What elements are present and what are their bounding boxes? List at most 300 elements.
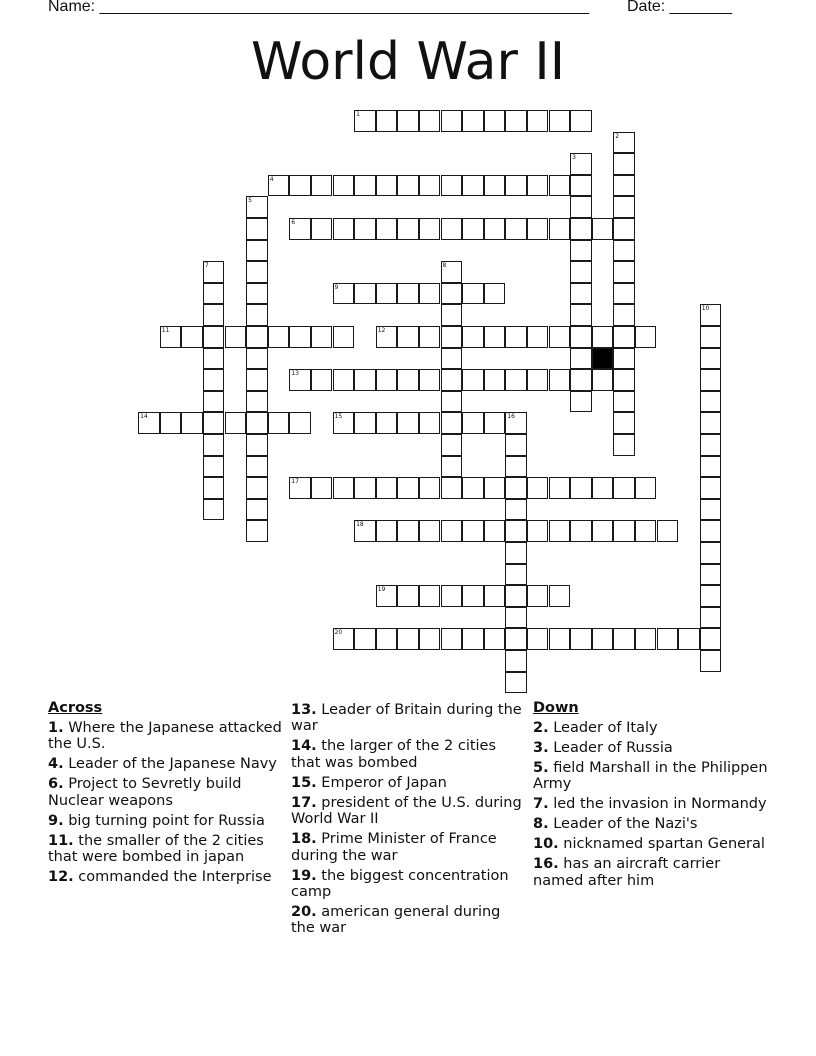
grid-cell[interactable]	[397, 412, 419, 434]
grid-cell[interactable]	[160, 412, 182, 434]
grid-cell[interactable]	[484, 628, 506, 650]
grid-cell[interactable]	[505, 477, 527, 499]
clue-number: 13	[291, 370, 299, 378]
grid-cell[interactable]	[613, 261, 635, 283]
grid-cell[interactable]	[441, 218, 463, 240]
grid-cell[interactable]	[333, 412, 355, 434]
grid-cell[interactable]	[246, 283, 268, 305]
grid-cell[interactable]	[397, 520, 419, 542]
grid-cell[interactable]	[549, 369, 571, 391]
grid-cell[interactable]	[246, 348, 268, 370]
grid-cell[interactable]	[441, 304, 463, 326]
grid-cell[interactable]	[462, 283, 484, 305]
grid-cell[interactable]	[462, 520, 484, 542]
grid-cell[interactable]	[484, 477, 506, 499]
grid-cell[interactable]	[311, 369, 333, 391]
clue-number: 18	[356, 521, 364, 529]
clue-number: 11	[161, 327, 170, 334]
grid-cell[interactable]	[700, 304, 722, 326]
grid-cell[interactable]	[505, 585, 527, 607]
grid-cell[interactable]	[419, 628, 441, 650]
clue-text: Where the Japanese attacked the U.S.	[48, 719, 282, 753]
grid-cell[interactable]	[505, 672, 527, 694]
grid-cell[interactable]	[246, 499, 268, 521]
clue-text: Leader of Russia	[548, 739, 673, 756]
grid-cell[interactable]	[505, 218, 527, 240]
grid-cell[interactable]	[246, 196, 268, 218]
grid-cell[interactable]	[333, 218, 355, 240]
clue-text: american general during the war	[291, 904, 501, 937]
grid-cell[interactable]	[570, 175, 592, 197]
across-clues-continued	[291, 702, 527, 940]
grid-cell[interactable]	[570, 283, 592, 305]
grid-cell[interactable]	[203, 369, 225, 391]
grid-cell[interactable]	[246, 434, 268, 456]
grid-cell[interactable]	[505, 607, 527, 629]
clue-item	[291, 868, 527, 901]
grid-cell[interactable]	[462, 110, 484, 132]
grid-cell[interactable]	[160, 326, 182, 348]
clue-number: 19.	[291, 867, 317, 884]
grid-cell[interactable]	[246, 369, 268, 391]
grid-cell[interactable]	[397, 326, 419, 348]
grid-cell[interactable]	[397, 477, 419, 499]
clue-number: 7.	[533, 796, 549, 813]
grid-cell[interactable]	[505, 542, 527, 564]
grid-cell[interactable]	[354, 283, 376, 305]
grid-cell[interactable]	[462, 477, 484, 499]
grid-cell[interactable]	[203, 261, 225, 283]
grid-cell[interactable]	[505, 564, 527, 586]
grid-cell[interactable]	[419, 412, 441, 434]
grid-cell[interactable]	[354, 175, 376, 197]
grid-cell[interactable]	[354, 520, 376, 542]
grid-cell[interactable]	[376, 412, 398, 434]
grid-cell[interactable]	[700, 412, 722, 434]
grid-cell[interactable]	[570, 110, 592, 132]
grid-cell[interactable]	[613, 348, 635, 370]
clue-item	[48, 813, 284, 829]
grid-cell[interactable]	[505, 369, 527, 391]
grid-cell[interactable]	[570, 196, 592, 218]
grid-cell[interactable]	[505, 434, 527, 456]
grid-cell[interactable]	[484, 369, 506, 391]
grid-cell[interactable]	[678, 628, 700, 650]
grid-cell[interactable]	[570, 520, 592, 542]
grid-cell[interactable]	[613, 520, 635, 542]
grid-cell[interactable]	[613, 477, 635, 499]
grid-cell[interactable]	[289, 326, 311, 348]
grid-cell[interactable]	[181, 326, 203, 348]
grid-cell[interactable]	[333, 283, 355, 305]
grid-cell[interactable]	[268, 412, 290, 434]
grid-cell[interactable]	[376, 369, 398, 391]
grid-cell[interactable]	[527, 326, 549, 348]
clue-number: 17	[291, 478, 299, 486]
date-label: Date: _______	[627, 0, 732, 15]
grid-cell[interactable]	[462, 628, 484, 650]
grid-cell[interactable]	[570, 261, 592, 283]
grid-cell[interactable]	[333, 628, 355, 650]
clue-number: 6.	[48, 776, 64, 793]
grid-cell[interactable]	[570, 218, 592, 240]
grid-cell[interactable]	[203, 304, 225, 326]
down-clues	[533, 700, 769, 893]
grid-cell[interactable]	[246, 412, 268, 434]
grid-cell[interactable]	[570, 326, 592, 348]
grid-cell[interactable]	[613, 283, 635, 305]
grid-cell[interactable]	[635, 628, 657, 650]
grid-cell[interactable]	[289, 477, 311, 499]
clue-number: 8.	[533, 816, 549, 833]
clue-number: 8	[442, 262, 447, 270]
clue-number: 11.	[48, 832, 74, 849]
clue-number: 20	[334, 629, 343, 637]
clue-item	[533, 836, 769, 852]
grid-cell[interactable]	[592, 628, 614, 650]
grid-cell[interactable]	[225, 326, 247, 348]
grid-cell[interactable]	[376, 326, 398, 348]
grid-cell[interactable]	[441, 175, 463, 197]
clue-number: 7	[204, 262, 209, 270]
grid-cell[interactable]	[441, 477, 463, 499]
grid-cell[interactable]	[441, 261, 463, 283]
grid-cell[interactable]	[419, 369, 441, 391]
grid-cell[interactable]	[592, 520, 614, 542]
grid-cell[interactable]	[484, 585, 506, 607]
clue-item	[48, 776, 284, 809]
grid-cell[interactable]	[635, 477, 657, 499]
grid-cell[interactable]	[700, 456, 722, 478]
grid-cell[interactable]	[311, 326, 333, 348]
grid-cell[interactable]	[441, 520, 463, 542]
clue-text: Leader of Britain during the war	[291, 702, 522, 735]
grid-cell[interactable]	[549, 218, 571, 240]
grid-cell[interactable]	[441, 412, 463, 434]
grid-cell[interactable]	[700, 391, 722, 413]
grid-cell[interactable]	[592, 326, 614, 348]
clue-number: 4.	[48, 756, 64, 773]
grid-cell[interactable]	[138, 412, 160, 434]
grid-cell[interactable]	[289, 412, 311, 434]
grid-cell[interactable]	[570, 369, 592, 391]
grid-cell[interactable]	[484, 326, 506, 348]
grid-cell[interactable]	[397, 283, 419, 305]
grid-cell[interactable]	[484, 412, 506, 434]
grid-cell[interactable]	[268, 175, 290, 197]
clue-number: 3.	[533, 739, 549, 756]
grid-cell[interactable]	[441, 326, 463, 348]
clue-number: 20.	[291, 904, 317, 921]
page-title: World War II	[250, 32, 566, 92]
clue-number: 9	[334, 283, 339, 291]
grid-cell[interactable]	[505, 628, 527, 650]
grid-cell[interactable]	[203, 499, 225, 521]
grid-cell[interactable]	[268, 326, 290, 348]
grid-cell[interactable]	[333, 477, 355, 499]
grid-cell[interactable]	[700, 650, 722, 672]
grid-cell[interactable]	[549, 520, 571, 542]
grid-cell[interactable]	[700, 499, 722, 521]
grid-cell[interactable]	[354, 369, 376, 391]
grid-cell[interactable]	[527, 218, 549, 240]
grid-cell[interactable]	[246, 456, 268, 478]
grid-cell[interactable]	[397, 175, 419, 197]
grid-cell[interactable]	[657, 520, 679, 542]
grid-cell[interactable]	[419, 218, 441, 240]
grid-cell[interactable]	[354, 110, 376, 132]
grid-cell[interactable]	[549, 175, 571, 197]
grid-cell[interactable]	[527, 628, 549, 650]
clue-text: the larger of the 2 cities that was bombed	[291, 738, 497, 771]
clue-number: 17.	[291, 794, 317, 811]
grid-cell[interactable]	[635, 326, 657, 348]
clue-item	[291, 702, 527, 735]
grid-cell[interactable]	[700, 434, 722, 456]
clue-text: the smaller of the 2 cities that were bombed in japan	[48, 832, 264, 866]
grid-cell[interactable]	[462, 175, 484, 197]
grid-cell[interactable]	[441, 456, 463, 478]
grid-cell[interactable]	[246, 391, 268, 413]
grid-cell[interactable]	[613, 412, 635, 434]
grid-cell[interactable]	[613, 434, 635, 456]
grid-cell[interactable]	[484, 175, 506, 197]
grid-cell[interactable]	[419, 326, 441, 348]
grid-cell[interactable]	[203, 434, 225, 456]
grid-cell[interactable]	[419, 175, 441, 197]
grid-cell[interactable]	[246, 520, 268, 542]
grid-cell[interactable]	[613, 196, 635, 218]
clue-number: 14.	[291, 738, 317, 755]
grid-cell[interactable]	[700, 477, 722, 499]
grid-cell[interactable]	[441, 283, 463, 305]
grid-cell[interactable]	[484, 218, 506, 240]
grid-cell[interactable]	[613, 218, 635, 240]
grid-cell[interactable]	[354, 412, 376, 434]
grid-cell[interactable]	[333, 326, 355, 348]
clue-text: Leader of the Japanese Navy	[63, 756, 277, 773]
clue-text: has an aircraft carrier named after him	[533, 856, 721, 889]
grid-cell[interactable]	[246, 304, 268, 326]
grid-cell[interactable]	[570, 153, 592, 175]
grid-cell[interactable]	[203, 477, 225, 499]
grid-cell[interactable]	[462, 218, 484, 240]
grid-cell[interactable]	[505, 456, 527, 478]
grid-cell[interactable]	[570, 391, 592, 413]
grid-cell[interactable]	[484, 520, 506, 542]
clue-text: Leader of the Nazi's	[548, 816, 698, 833]
grid-cell[interactable]	[527, 110, 549, 132]
grid-cell[interactable]	[397, 369, 419, 391]
grid-cell[interactable]	[289, 218, 311, 240]
grid-cell[interactable]	[441, 585, 463, 607]
clue-text: commanded the Interprise	[73, 869, 272, 886]
grid-cell[interactable]	[505, 412, 527, 434]
grid-cell[interactable]	[570, 240, 592, 262]
grid-cell[interactable]	[592, 218, 614, 240]
grid-cell[interactable]	[549, 110, 571, 132]
grid-cell[interactable]	[246, 326, 268, 348]
grid-cell[interactable]	[419, 585, 441, 607]
grid-cell[interactable]	[505, 499, 527, 521]
grid-cell[interactable]	[505, 175, 527, 197]
grid-cell[interactable]	[613, 153, 635, 175]
grid-cell[interactable]	[419, 477, 441, 499]
grid-cell[interactable]	[419, 110, 441, 132]
clue-item	[291, 831, 527, 864]
grid-cell[interactable]	[397, 628, 419, 650]
grid-cell[interactable]	[613, 369, 635, 391]
clue-number: 9.	[48, 812, 64, 829]
grid-cell[interactable]	[700, 542, 722, 564]
grid-cell[interactable]	[246, 218, 268, 240]
grid-cell[interactable]	[441, 391, 463, 413]
clue-number: 16	[507, 413, 515, 421]
name-line: _______________________________________________________	[99, 0, 589, 15]
grid-cell[interactable]	[570, 348, 592, 370]
clue-number: 5	[248, 197, 252, 205]
grid-cell[interactable]	[289, 175, 311, 197]
clue-item	[48, 756, 284, 772]
grid-cell[interactable]	[376, 175, 398, 197]
clue-item	[533, 796, 769, 812]
clue-item	[533, 760, 769, 793]
grid-cell[interactable]	[700, 348, 722, 370]
grid-cell[interactable]	[527, 369, 549, 391]
grid-cell[interactable]	[376, 520, 398, 542]
grid-cell[interactable]	[354, 628, 376, 650]
grid-cell[interactable]	[613, 304, 635, 326]
grid-cell[interactable]	[376, 218, 398, 240]
grid-cell[interactable]	[462, 326, 484, 348]
grid-cell[interactable]	[657, 628, 679, 650]
clue-number: 12	[377, 327, 386, 334]
grid-cell[interactable]	[700, 369, 722, 391]
grid-cell[interactable]	[333, 175, 355, 197]
grid-cell[interactable]	[441, 369, 463, 391]
clue-item	[291, 775, 527, 791]
grid-cell[interactable]	[462, 369, 484, 391]
clue-text: led the invasion in Normandy	[548, 796, 767, 813]
grid-cell[interactable]	[700, 585, 722, 607]
clue-number: 1	[356, 111, 360, 118]
grid-cell[interactable]	[246, 240, 268, 262]
clue-item	[291, 904, 527, 937]
grid-cell[interactable]	[700, 607, 722, 629]
clue-item	[533, 740, 769, 756]
grid-cell[interactable]	[333, 369, 355, 391]
grid-cell[interactable]	[505, 650, 527, 672]
grid-cell[interactable]	[311, 175, 333, 197]
grid-cell[interactable]	[397, 218, 419, 240]
grid-cell[interactable]	[441, 434, 463, 456]
grid-cell[interactable]	[527, 175, 549, 197]
grid-cell[interactable]	[527, 520, 549, 542]
grid-cell[interactable]	[527, 477, 549, 499]
grid-cell[interactable]	[441, 628, 463, 650]
grid-cell[interactable]	[354, 218, 376, 240]
grid-cell[interactable]	[246, 261, 268, 283]
grid-cell[interactable]	[311, 218, 333, 240]
grid-cell[interactable]	[613, 175, 635, 197]
grid-cell[interactable]	[592, 477, 614, 499]
grid-cell[interactable]	[397, 585, 419, 607]
clue-number: 4	[269, 175, 274, 183]
grid-cell[interactable]	[484, 110, 506, 132]
grid-cell[interactable]	[635, 520, 657, 542]
grid-cell[interactable]	[397, 110, 419, 132]
grid-cell[interactable]	[570, 477, 592, 499]
clue-item	[291, 795, 527, 828]
grid-cell[interactable]	[505, 110, 527, 132]
grid-cell[interactable]	[549, 628, 571, 650]
grid-cell[interactable]	[203, 391, 225, 413]
black-cell	[592, 348, 614, 370]
grid-cell[interactable]	[419, 520, 441, 542]
grid-cell[interactable]	[592, 369, 614, 391]
grid-cell[interactable]	[203, 456, 225, 478]
clue-item	[48, 720, 284, 753]
grid-cell[interactable]	[225, 412, 247, 434]
clue-number: 19	[377, 586, 386, 594]
grid-cell[interactable]	[527, 585, 549, 607]
grid-cell[interactable]	[203, 348, 225, 370]
grid-cell[interactable]	[203, 326, 225, 348]
grid-cell[interactable]	[505, 326, 527, 348]
grid-cell[interactable]	[700, 564, 722, 586]
grid-cell[interactable]	[181, 412, 203, 434]
grid-cell[interactable]	[441, 348, 463, 370]
grid-cell[interactable]	[505, 520, 527, 542]
grid-cell[interactable]	[570, 304, 592, 326]
grid-cell[interactable]	[462, 412, 484, 434]
grid-cell[interactable]	[376, 628, 398, 650]
grid-cell[interactable]	[354, 477, 376, 499]
grid-cell[interactable]	[570, 628, 592, 650]
clue-number: 3	[572, 154, 576, 162]
grid-cell[interactable]	[613, 326, 635, 348]
grid-cell[interactable]	[613, 240, 635, 262]
clue-item	[533, 720, 769, 736]
clue-text: president of the U.S. during World War II	[291, 794, 522, 828]
grid-cell[interactable]	[246, 477, 268, 499]
grid-cell[interactable]	[700, 628, 722, 650]
grid-cell[interactable]	[203, 412, 225, 434]
grid-cell[interactable]	[311, 477, 333, 499]
grid-cell[interactable]	[549, 585, 571, 607]
grid-cell[interactable]	[613, 132, 635, 154]
clue-number: 18.	[291, 831, 317, 848]
grid-cell[interactable]	[203, 283, 225, 305]
grid-cell[interactable]	[484, 283, 506, 305]
grid-cell[interactable]	[462, 585, 484, 607]
clue-text: nicknamed spartan General	[558, 836, 765, 853]
grid-cell[interactable]	[441, 110, 463, 132]
grid-cell[interactable]	[419, 283, 441, 305]
grid-cell[interactable]	[700, 520, 722, 542]
grid-cell[interactable]	[549, 477, 571, 499]
grid-cell[interactable]	[376, 110, 398, 132]
grid-cell[interactable]	[613, 628, 635, 650]
grid-cell[interactable]	[376, 283, 398, 305]
grid-cell[interactable]	[549, 326, 571, 348]
grid-cell[interactable]	[376, 477, 398, 499]
grid-cell[interactable]	[613, 391, 635, 413]
grid-cell[interactable]	[376, 585, 398, 607]
grid-cell[interactable]	[700, 326, 722, 348]
grid-cell[interactable]	[289, 369, 311, 391]
clue-number: 16.	[533, 856, 559, 873]
